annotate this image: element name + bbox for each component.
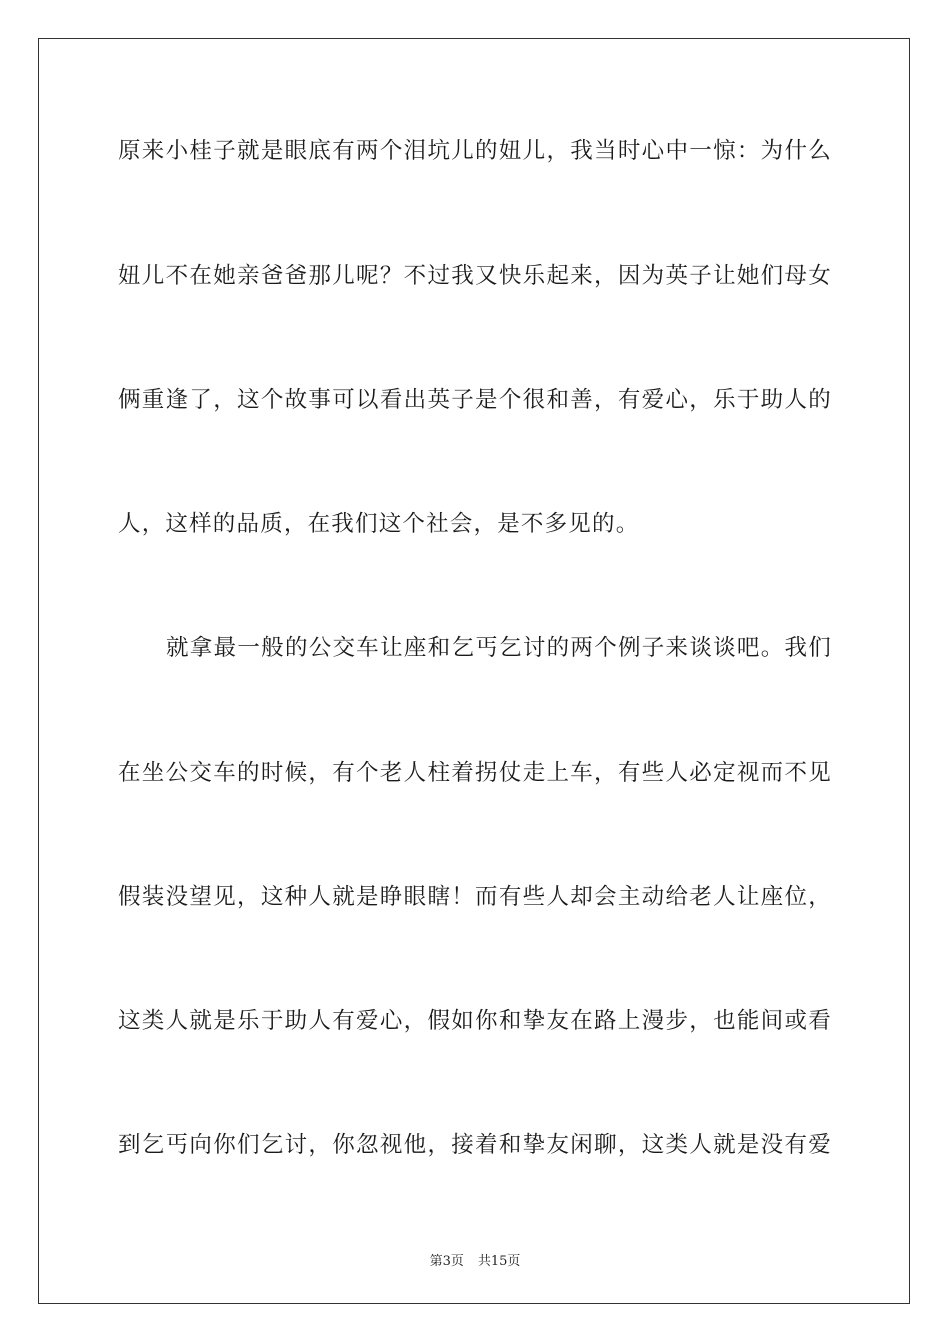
text-line-4: 人，这样的品质，在我们这个社会，是不多见的。 (118, 511, 640, 537)
page-number: 第3页 (429, 1254, 464, 1269)
text-line-8: 这类人就是乐于助人有爱心，假如你和挚友在路上漫步，也能间或看 (118, 1008, 832, 1034)
text-line-5-paragraph-start: 就拿最一般的公交车让座和乞丐乞讨的两个例子来谈谈吧。我们 (166, 635, 832, 661)
page-footer (0, 1250, 950, 1269)
text-line-1: 原来小桂子就是眼底有两个泪坑儿的妞儿，我当时心中一惊：为什么 (118, 138, 832, 164)
text-line-7: 假装没望见，这种人就是睁眼瞎！而有些人却会主动给老人让座位， (118, 884, 832, 910)
page-border (38, 38, 910, 1304)
text-line-9: 到乞丐向你们乞讨，你忽视他，接着和挚友闲聊，这类人就是没有爱 (118, 1132, 832, 1158)
total-pages: 共15页 (477, 1254, 521, 1269)
text-line-3: 俩重逢了，这个故事可以看出英子是个很和善，有爱心，乐于助人的 (118, 387, 832, 413)
text-line-2: 妞儿不在她亲爸爸那儿呢？不过我又快乐起来，因为英子让她们母女 (118, 263, 832, 289)
text-line-6: 在坐公交车的时候，有个老人柱着拐仗走上车，有些人必定视而不见 (118, 760, 832, 786)
